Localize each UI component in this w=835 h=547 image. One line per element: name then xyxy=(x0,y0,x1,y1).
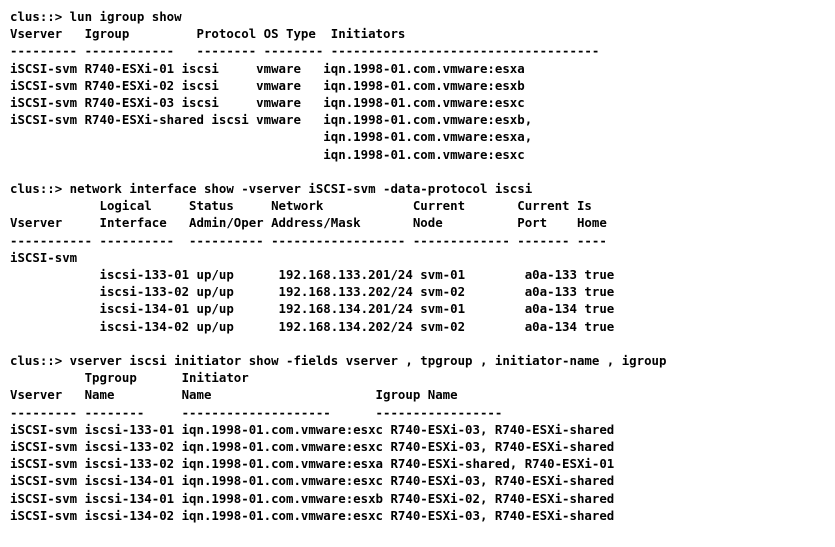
terminal-output-line: Vserver Name Name Igroup Name xyxy=(10,387,458,403)
terminal-blank-line xyxy=(10,335,825,352)
terminal-output-line: iSCSI-svm iscsi-133-02 iqn.1998-01.com.vmware:esxa R740-ESXi-shared, R740-ESXi-01 xyxy=(10,456,615,472)
terminal-output-line: Vserver Igroup Protocol OS Type Initiators xyxy=(10,26,406,42)
terminal-command-line: clus::> lun igroup show xyxy=(10,9,182,24)
terminal-output-line: iSCSI-svm iscsi-134-02 iqn.1998-01.com.vmware:esxc R740-ESXi-03, R740-ESXi-shared xyxy=(10,507,615,523)
terminal-output-line: iSCSI-svm R740-ESXi-shared iscsi vmware iqn.1998-01.com.vmware:esxb, xyxy=(10,112,533,128)
terminal-blank-line xyxy=(10,163,825,180)
terminal-output-line: iqn.1998-01.com.vmware:esxa, xyxy=(10,129,533,145)
terminal-output-line: iSCSI-svm R740-ESXi-01 iscsi vmware iqn.1998-01.com.vmware:esxa xyxy=(10,60,525,76)
terminal-output-line: iscsi-134-02 up/up 192.168.134.202/24 svm-02 a0a-134 true xyxy=(10,318,615,334)
terminal-output-line: Vserver Interface Admin/Oper Address/Mask Node Port Home xyxy=(10,215,607,231)
terminal-output-line: --------- ------------ -------- -------- ------------------------------------ xyxy=(10,43,600,59)
terminal-output-line: iSCSI-svm iscsi-134-01 iqn.1998-01.com.vmware:esxb R740-ESXi-02, R740-ESXi-shared xyxy=(10,490,615,506)
terminal-output-line: iqn.1998-01.com.vmware:esxc xyxy=(10,146,525,162)
terminal-output-line: iscsi-133-01 up/up 192.168.133.201/24 svm-01 a0a-133 true xyxy=(10,267,615,283)
terminal-output-line: iSCSI-svm R740-ESXi-02 iscsi vmware iqn.1998-01.com.vmware:esxb xyxy=(10,77,525,93)
terminal-output-line: iSCSI-svm xyxy=(10,249,78,265)
terminal-output-line: iscsi-134-01 up/up 192.168.134.201/24 svm-01 a0a-134 true xyxy=(10,301,615,317)
terminal-output-line: iSCSI-svm iscsi-133-01 iqn.1998-01.com.vmware:esxc R740-ESXi-03, R740-ESXi-shared xyxy=(10,421,615,437)
terminal-command-line: clus::> network interface show -vserver iSCSI-svm -data-protocol iscsi xyxy=(10,181,533,197)
terminal-output-line: ----------- ---------- ---------- ------------------ ------------- ------- ---- xyxy=(10,232,607,248)
terminal-output-line: --------- -------- -------------------- ----------------- xyxy=(10,404,503,420)
terminal-output-line: Logical Status Network Current Current Is xyxy=(10,198,592,214)
terminal-output-line: iscsi-133-02 up/up 192.168.133.202/24 svm-02 a0a-133 true xyxy=(10,284,615,300)
terminal-output-line: iSCSI-svm iscsi-134-01 iqn.1998-01.com.vmware:esxc R740-ESXi-03, R740-ESXi-shared xyxy=(10,473,615,489)
terminal-command-line: clus::> vserver iscsi initiator show -fields vserver , tpgroup , initiator-name , igroup xyxy=(10,353,667,369)
terminal-output-line: Tpgroup Initiator xyxy=(10,370,249,386)
terminal-output-line: iSCSI-svm iscsi-133-02 iqn.1998-01.com.vmware:esxc R740-ESXi-03, R740-ESXi-shared xyxy=(10,439,615,455)
terminal-output-line: iSCSI-svm R740-ESXi-03 iscsi vmware iqn.1998-01.com.vmware:esxc xyxy=(10,95,525,111)
